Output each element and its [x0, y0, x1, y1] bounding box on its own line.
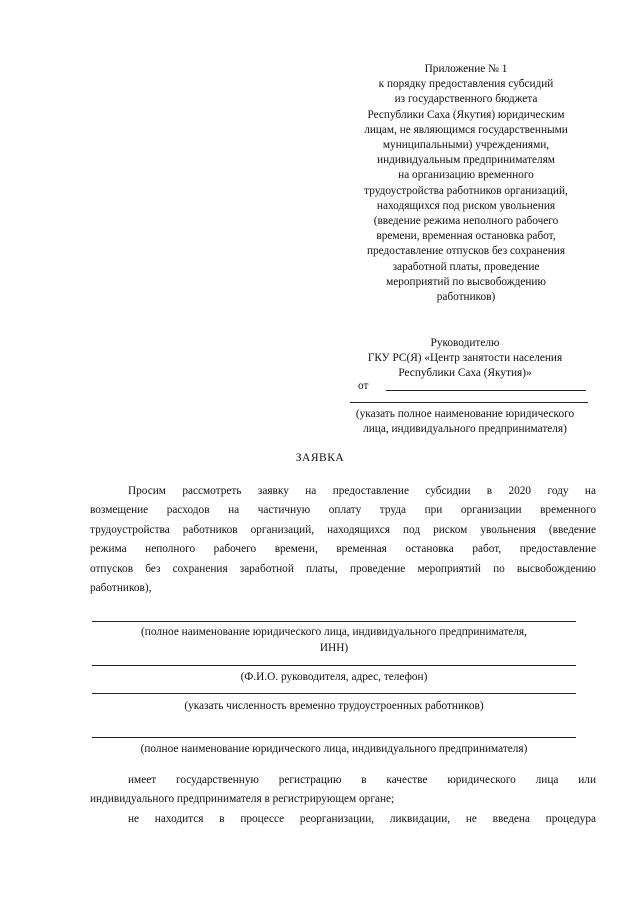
appendix-line: (введение режима неполного рабочего [373, 215, 559, 228]
full-name-caption [92, 742, 576, 758]
appendix-line: времени, временная остановка работ, [376, 230, 556, 243]
spec-line: (указать полное наименование юридического [355, 408, 575, 420]
from-label: от [358, 380, 369, 392]
paragraph-line: режима неполного рабочего времени, временная остановка работ, предоставление [90, 543, 596, 556]
appendix-line: трудоустройства работников организаций, [364, 184, 568, 197]
appendix-line: Республики Саха (Якутия) юридическим [367, 108, 565, 121]
statement-line: индивидуального предпринимателя в регистрирующем органе; [90, 793, 395, 806]
caption-line: ИНН) [319, 641, 349, 654]
appendix-line: предоставление отпусков без сохранения [366, 245, 566, 258]
appendix-line: заработной платы, проведение [392, 260, 540, 273]
appendix-line: муниципальными) учреждениями, [382, 139, 550, 152]
caption-line: (полное наименование юридического лица, индивидуального предпринимателя, [141, 626, 527, 638]
appendix-line: лицам, не являющимся государственными [364, 123, 568, 136]
registration-statement [90, 771, 596, 810]
paragraph-line: Просим рассмотреть заявку на предоставление субсидии в 2020 году на [128, 485, 596, 497]
statement-line: имеет государственную регистрацию в качестве юридического лица или [128, 774, 596, 786]
spec-line: лица, индивидуального предпринимателя) [363, 423, 567, 436]
document-title: ЗАЯВКА [295, 452, 345, 464]
statement-line: не находится в процессе реорганизации, ликвидации, не введена процедура [128, 813, 596, 825]
appendix-line: индивидуальным предпринимателям [377, 154, 555, 167]
request-paragraph [90, 482, 596, 598]
paragraph-line: трудоустройства работников организаций, находящихся под риском увольнения (введение [90, 523, 596, 536]
full-name-line[interactable] [92, 737, 576, 738]
full-name-inn-caption [92, 625, 576, 656]
paragraph-line: возмещение расходов на частичную оплату труда при организации временного [90, 504, 596, 517]
from-fill-line-2[interactable] [350, 402, 588, 403]
head-info-caption [92, 670, 576, 686]
addressee-block [338, 336, 592, 382]
appendix-line: на организацию временного [398, 169, 534, 182]
caption-line: (указать численность временно трудоустроенных работников) [184, 700, 484, 712]
appendix-line: мероприятий по высвобождению [386, 275, 546, 288]
paragraph-line: отпусков без сохранения заработной платы, проведение мероприятий по высвобождению [90, 562, 596, 575]
caption-line: (Ф.И.О. руководителя, адрес, телефон) [240, 671, 428, 683]
caption-line: (полное наименование юридического лица, индивидуального предпринимателя) [140, 743, 528, 755]
full-name-inn-line[interactable] [92, 621, 576, 622]
addressee-line: Руководителю [430, 337, 500, 349]
employee-count-caption [92, 699, 576, 715]
from-row [358, 380, 590, 396]
appendix-line: к порядку предоставления субсидий [378, 78, 554, 91]
appendix-line: из государственного бюджета [394, 93, 538, 106]
reorganization-statement [90, 810, 596, 829]
appendix-line: работников) [436, 291, 496, 304]
from-fill-line[interactable] [386, 390, 586, 391]
applicant-spec-caption [338, 407, 592, 437]
employee-count-line[interactable] [92, 693, 576, 694]
appendix-line: находящихся под риском увольнения [376, 199, 556, 212]
appendix-header [340, 62, 592, 305]
appendix-line: Приложение № 1 [424, 63, 508, 75]
head-info-line[interactable] [92, 665, 576, 666]
addressee-line: ГКУ РС(Я) «Центр занятости населения [367, 352, 563, 365]
paragraph-line: работников), [90, 581, 152, 594]
addressee-line: Республики Саха (Якутия)» [398, 367, 532, 380]
